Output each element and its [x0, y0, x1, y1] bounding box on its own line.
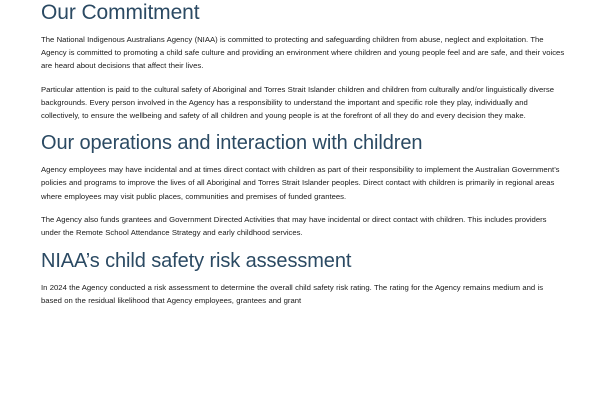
- paragraph: The National Indigenous Australians Agency (NIAA) is committed to protecting and safeguarding children from abuse, neglect and exploitation. The Agency is committed to promoting a child safe culture and providing an environment where children and young people feel and are safe, and their voices are heard about decisions that affect their lives.: [41, 35, 565, 71]
- paragraph: In 2024 the Agency conducted a risk assessment to determine the overall child safety risk rating. The rating for the Agency remains medium and is based on the residual likelihood that Agency employees, grantees and grant: [41, 283, 544, 306]
- section-our-commitment: [41, 2, 566, 122]
- paragraph: Particular attention is paid to the cultural safety of Aboriginal and Torres Strait Islander children and children from culturally and/or linguistically diverse backgrounds. Every person involved in the Agency has a responsibility to understand the important and specific role they play, individually and collectively, to ensure the wellbeing and safety of all children and young people is at the forefront of all they do and every decision they make.: [41, 84, 554, 121]
- paragraph: Agency employees may have incidental and at times direct contact with children as part of their responsibility to implement the Australian Government’s policies and programs to improve the lives of all Aboriginal and Torres Strait Islander peoples. Direct contact with children is primarily in regional areas where employees may visit public places, communities and premises of funded grantees.: [41, 165, 560, 201]
- section-heading: Our operations and interaction with children: [41, 132, 423, 155]
- section-heading: Our Commitment: [41, 1, 200, 24]
- section-operations-interaction: [41, 133, 566, 239]
- section-risk-assessment: [41, 251, 566, 307]
- paragraph: The Agency also funds grantees and Government Directed Activities that may have incidental or direct contact with children. This includes providers under the Remote School Attendance Strategy and early childhood services.: [41, 214, 547, 238]
- section-heading: NIAA’s child safety risk assessment: [41, 250, 352, 273]
